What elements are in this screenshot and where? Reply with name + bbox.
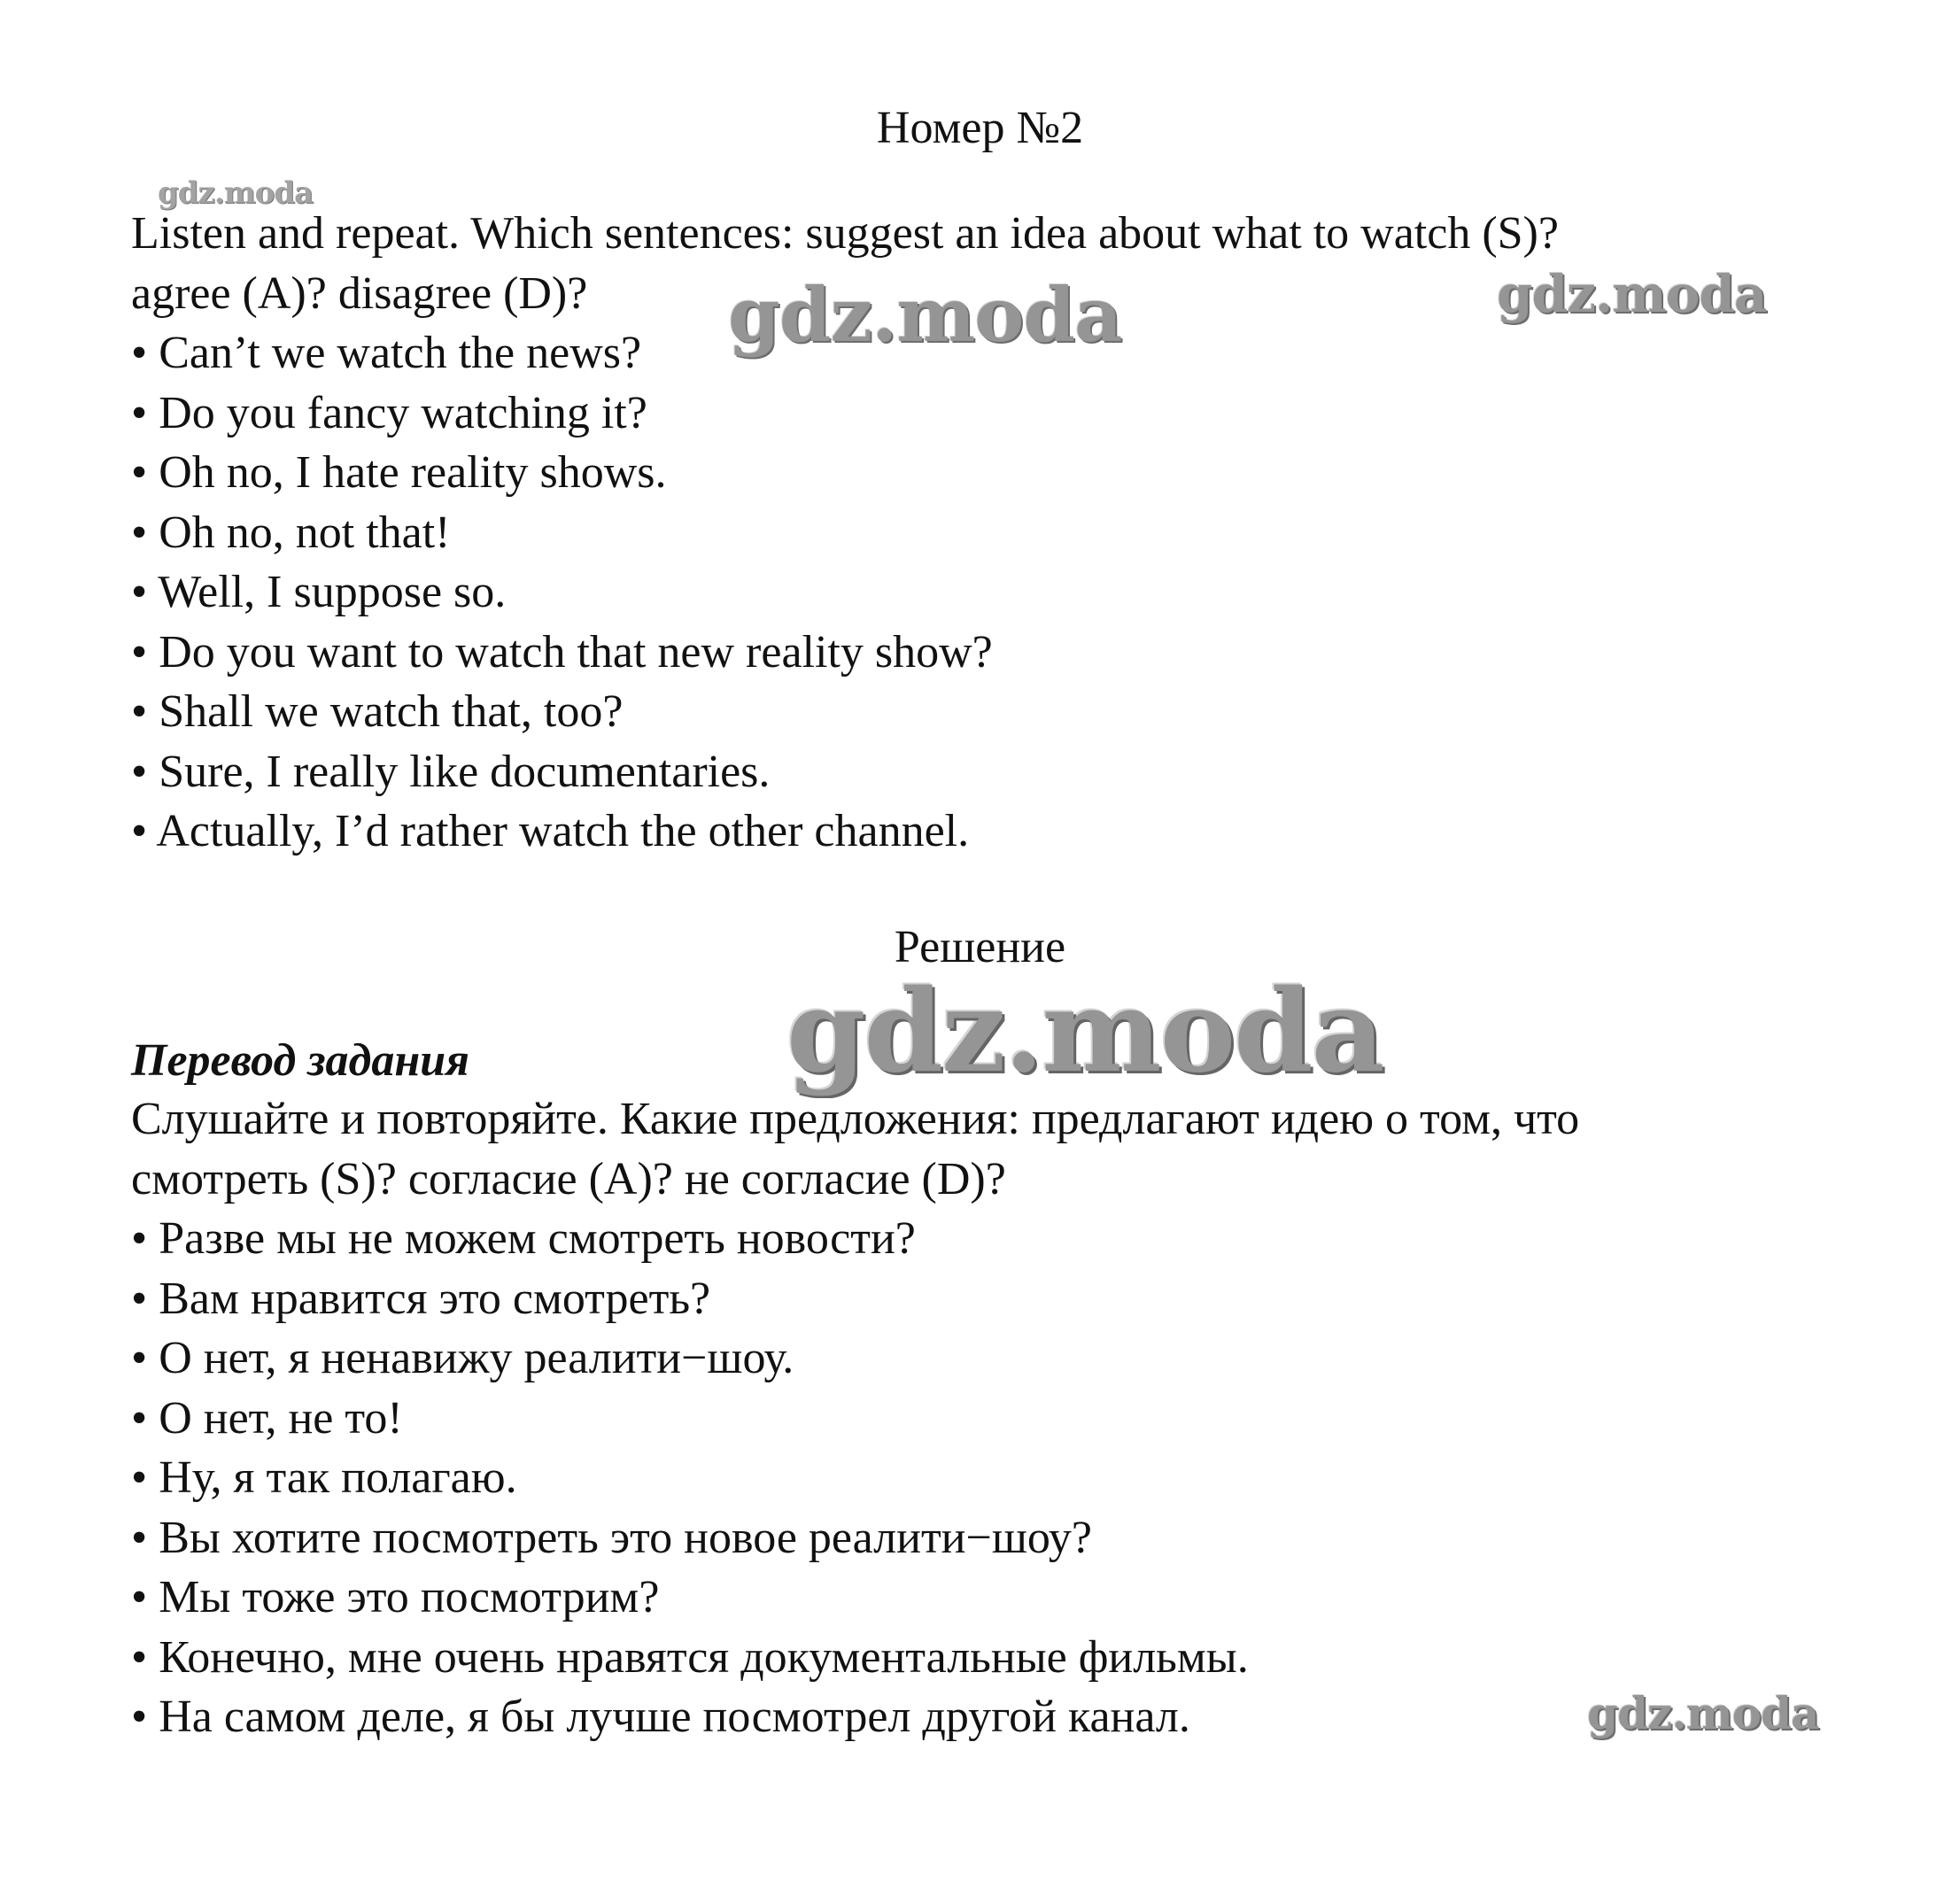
watermark-upper-middle: gdz.moda — [728, 271, 1122, 359]
translation-title: Перевод задания — [131, 1035, 469, 1086]
task-item: • Oh no, not that! — [131, 507, 451, 558]
translation-item: • На самом деле, я бы лучше посмотрел другой канал. — [131, 1692, 1190, 1742]
translation-item: • Мы тоже это посмотрим? — [131, 1572, 660, 1622]
translation-item: • Вы хотите посмотреть это новое реалити−шоу? — [131, 1512, 1092, 1563]
task-item: • Oh no, I hate reality shows. — [131, 447, 667, 498]
task-item: • Well, I suppose so. — [131, 567, 507, 617]
translation-instruction-line: Слушайте и повторяйте. Какие предложения: предлагают идею о том, что — [131, 1094, 1580, 1144]
task-item: • Do you want to watch that new reality show? — [131, 626, 993, 678]
solution-heading: Решение — [894, 922, 1066, 972]
translation-instruction-line: смотреть (S)? согласие (A)? не согласие (D)? — [131, 1153, 1006, 1204]
translation-section — [131, 1089, 1867, 1747]
watermark-bottom-right: gdz.moda — [1587, 1687, 1819, 1739]
translation-item: • Разве мы не можем смотреть новости? — [131, 1213, 916, 1264]
watermark-upper-right: gdz.moda — [1497, 264, 1767, 324]
translation-item: • О нет, не то! — [131, 1392, 403, 1444]
watermark-top-left: gdz.moda — [158, 175, 314, 211]
task-item: • Actually, I’d rather watch the other channel. — [131, 806, 970, 856]
task-section — [131, 204, 1867, 862]
task-instruction-line: agree (A)? disagree (D)? — [131, 267, 588, 319]
task-item: • Can’t we watch the news? — [131, 328, 642, 378]
translation-item: • Ну, я так полагаю. — [131, 1452, 517, 1503]
task-item: • Sure, I really like documentaries. — [131, 746, 771, 797]
page-title: Номер №2 — [876, 103, 1084, 153]
task-item: • Shall we watch that, too? — [131, 686, 624, 737]
watermark-center-large: gdz.moda — [786, 965, 1383, 1098]
translation-item: • О нет, я ненавижу реалити−шоу. — [131, 1333, 794, 1383]
task-instruction-line: Listen and repeat. Which sentences: suggest an idea about what to watch (S)? — [131, 208, 1559, 259]
translation-item: • Конечно, мне очень нравятся документальные фильмы. — [131, 1631, 1249, 1683]
translation-item: • Вам нравится это смотреть? — [131, 1273, 711, 1324]
task-item: • Do you fancy watching it? — [131, 387, 647, 438]
